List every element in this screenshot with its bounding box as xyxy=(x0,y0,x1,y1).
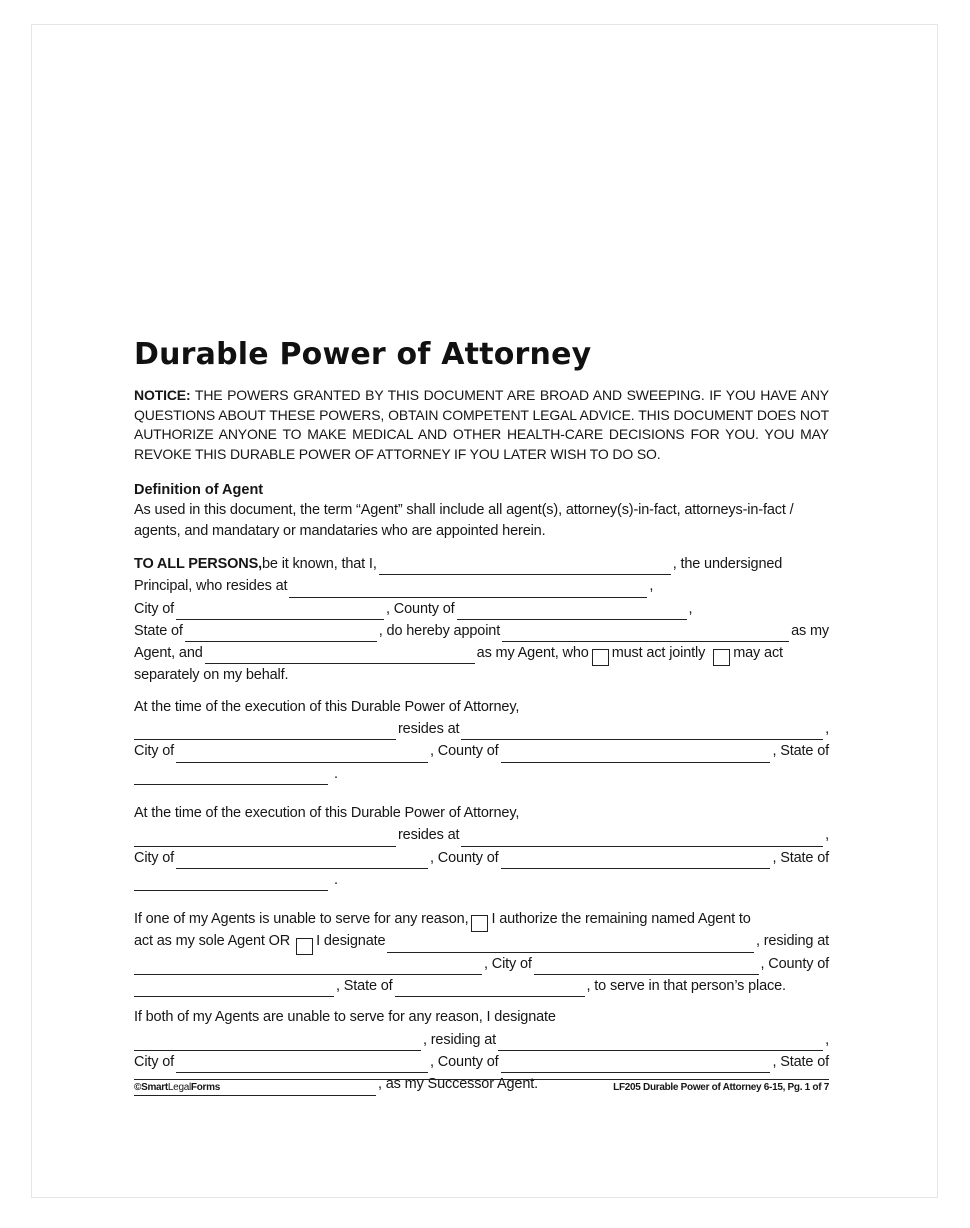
period-text: . xyxy=(334,765,338,782)
agent-one-field[interactable] xyxy=(134,724,396,740)
county-of-label: , County of xyxy=(386,600,455,617)
appointment-section xyxy=(134,553,829,687)
comma-text: , xyxy=(825,721,829,738)
successor-city-field[interactable] xyxy=(176,1057,428,1073)
county-of-label: , County of xyxy=(430,849,499,866)
agent-two-county-field[interactable] xyxy=(501,853,771,869)
form-content xyxy=(134,336,829,1096)
execution-intro-text: At the time of the execution of this Durable Power of Attorney, xyxy=(134,698,520,715)
do-hereby-appoint-text: , do hereby appoint xyxy=(378,622,501,639)
i-designate-text: I designate xyxy=(316,933,386,950)
county-of-label: , County of xyxy=(760,955,829,972)
undersigned-text: , the undersigned xyxy=(672,556,783,572)
notice-paragraph xyxy=(134,386,829,464)
agent-two-city-field[interactable] xyxy=(176,853,428,869)
principal-state-field[interactable] xyxy=(185,626,377,642)
remaining-agent-checkbox[interactable] xyxy=(471,915,488,932)
successor-agent-text: , as my Successor Agent. xyxy=(378,1076,538,1093)
successor-county-field[interactable] xyxy=(501,1057,771,1073)
county-of-label: , County of xyxy=(430,743,499,760)
period-text: . xyxy=(334,871,338,888)
residing-at-label: , residing at xyxy=(423,1031,497,1048)
be-it-known-text: be it known, that I, xyxy=(262,556,377,572)
agent-one-state-field[interactable] xyxy=(134,769,328,785)
state-of-label: , State of xyxy=(772,849,829,866)
unable-one-text: If one of my Agents is unable to serve for any reason, xyxy=(134,911,469,928)
substitute-city-field[interactable] xyxy=(534,959,759,975)
may-act-text: may act xyxy=(733,645,783,662)
agent-and-text: Agent, and xyxy=(134,645,203,662)
remaining-agent-text: I authorize the remaining named Agent to xyxy=(491,911,751,928)
state-of-label: , State of xyxy=(772,1053,829,1070)
agent-one-address-field[interactable] xyxy=(461,724,823,740)
agent-two-state-field[interactable] xyxy=(134,875,328,891)
principal-name-field[interactable] xyxy=(379,559,671,575)
as-my-agent-who-text: as my Agent, who xyxy=(476,645,589,662)
state-of-label: , State of xyxy=(336,978,393,995)
agent-one-city-field[interactable] xyxy=(176,747,428,763)
brand-logo: ©SmartLegalForms xyxy=(134,1082,220,1093)
separately-text: separately on my behalf. xyxy=(134,667,289,684)
agent-two-address-section xyxy=(134,802,829,891)
notice-text: THE POWERS GRANTED BY THIS DOCUMENT ARE BROAD AND SWEEPING. IF YOU HAVE ANY QUESTIONS ABOUT THESE POWERS, OBTAIN COMPETENT LEGAL ADVICE. THIS DOCUMENT DOES NOT AUTHORIZE ANYONE TO MAKE MEDICAL AND OTHER HEALTH-CARE DECISIONS FOR YOU. YOU MAY REVOKE THIS DURABLE POWER OF ATTORNEY IF YOU LATER WISH TO DO SO. xyxy=(134,387,829,462)
agent-two-name-field[interactable] xyxy=(205,648,475,664)
substitute-name-field[interactable] xyxy=(387,937,754,953)
comma-text: , xyxy=(825,827,829,844)
principal-city-field[interactable] xyxy=(176,604,384,620)
city-of-label: City of xyxy=(134,743,175,760)
county-of-label: , County of xyxy=(430,1053,499,1070)
city-of-label: City of xyxy=(134,849,175,866)
successor-address-field[interactable] xyxy=(498,1035,823,1051)
agent-one-name-field[interactable] xyxy=(502,626,789,642)
separately-checkbox[interactable] xyxy=(713,649,730,666)
to-serve-text: , to serve in that person’s place. xyxy=(586,978,786,995)
notice-label: NOTICE: xyxy=(134,387,191,403)
substitute-address-field[interactable] xyxy=(134,959,482,975)
resides-at-label: resides at xyxy=(398,827,460,844)
substitute-state-field[interactable] xyxy=(395,981,585,997)
agent-two-address-field[interactable] xyxy=(461,831,823,847)
residing-at-label: , residing at xyxy=(755,933,829,950)
comma-text: , xyxy=(649,578,654,595)
definition-text: As used in this document, the term “Agent” shall include all agent(s), attorney(s)-in-fact, attorneys-in-fact / agents, and mandatary or mandataries who are appointed herein. xyxy=(134,502,794,539)
principal-address-field[interactable] xyxy=(289,582,647,598)
agent-one-county-field[interactable] xyxy=(501,747,771,763)
successor-name-field[interactable] xyxy=(134,1035,421,1051)
document-title: Durable Power of Attorney xyxy=(134,337,592,372)
state-of-label: State of xyxy=(134,622,183,639)
city-of-label: City of xyxy=(134,600,175,617)
designate-checkbox[interactable] xyxy=(296,938,313,955)
principal-resides-text: Principal, who resides at xyxy=(134,578,288,595)
agent-two-field[interactable] xyxy=(134,831,396,847)
jointly-checkbox[interactable] xyxy=(592,649,609,666)
definition-heading: Definition of Agent xyxy=(134,482,264,498)
comma-text: , xyxy=(688,600,693,617)
city-of-label: , City of xyxy=(484,955,532,972)
sole-agent-text: act as my sole Agent OR xyxy=(134,933,291,950)
substitute-agent-section xyxy=(134,908,829,997)
unable-both-text: If both of my Agents are unable to serve for any reason, I designate xyxy=(134,1009,556,1026)
must-act-jointly-text: must act jointly xyxy=(611,645,706,662)
resides-at-label: resides at xyxy=(398,721,460,738)
substitute-county-field[interactable] xyxy=(134,981,334,997)
agent-one-address-section xyxy=(134,696,829,785)
to-all-persons-label: TO ALL PERSONS, xyxy=(134,556,263,572)
page-footer xyxy=(134,1079,829,1093)
city-of-label: City of xyxy=(134,1053,175,1070)
execution-intro-text: At the time of the execution of this Durable Power of Attorney, xyxy=(134,804,520,821)
as-my-text: as my xyxy=(791,622,829,639)
principal-county-field[interactable] xyxy=(457,604,687,620)
comma-text: , xyxy=(825,1031,829,1048)
form-id-text: LF205 Durable Power of Attorney 6-15, Pg. 1 of 7 xyxy=(613,1082,829,1093)
state-of-label: , State of xyxy=(772,743,829,760)
